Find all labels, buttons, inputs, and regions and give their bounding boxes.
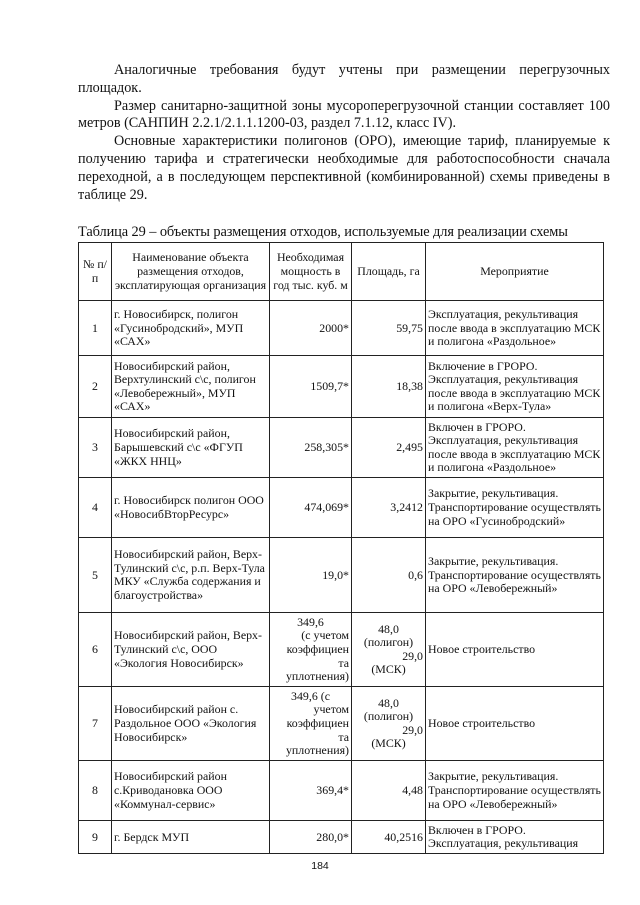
capacity-line: та — [338, 655, 349, 670]
capacity-line: 349,6 (с — [291, 688, 330, 703]
row-capacity: 19,0* — [270, 538, 352, 613]
row-measure: Новое строительство — [426, 687, 604, 761]
row-measure: Включен в ГРОРО. Эксплуатация, рекультивация — [426, 821, 604, 854]
row-num: 5 — [79, 538, 112, 613]
waste-facilities-table — [78, 242, 604, 854]
table-row — [79, 821, 604, 854]
row-measure: Закрытие, рекультивация. Транспортирование осуществлять на ОРО «Левобережный» — [426, 761, 604, 821]
capacity-line: (с учетом — [301, 628, 349, 643]
row-capacity: 280,0* — [270, 821, 352, 854]
row-area: 2,495 — [352, 418, 426, 478]
row-name: г. Новосибирск, полигон «Гусинобродский», МУП «САХ» — [112, 301, 270, 356]
row-name: Новосибирский район, Верхтулинский с\с, полигон «Левобережный», МУП «САХ» — [112, 356, 270, 418]
header-num: № п/п — [79, 243, 112, 301]
area-line: 29,0 — [402, 648, 423, 663]
capacity-line: уплотнения) — [285, 669, 349, 684]
table-caption: Таблица 29 – объекты размещения отходов, используемые для реализации схемы — [78, 224, 568, 241]
row-measure: Эксплуатация, рекультивация после ввода в эксплуатацию МСК и полигона «Раздольное» — [426, 301, 604, 356]
row-area: 40,2516 — [352, 821, 426, 854]
row-area: 0,6 — [352, 538, 426, 613]
row-area — [352, 687, 426, 761]
header-measure: Мероприятие — [426, 243, 604, 301]
row-area — [352, 613, 426, 687]
row-num: 4 — [79, 478, 112, 538]
capacity-line: учетом — [313, 702, 349, 717]
area-line: 29,0 — [402, 722, 423, 737]
table-row — [79, 613, 604, 687]
row-measure: Закрытие, рекультивация. Транспортирование осуществлять на ОРО «Левобережный» — [426, 538, 604, 613]
row-name: Новосибирский район, Верх-Тулинский с\с, ООО «Экология Новосибирск» — [112, 613, 270, 687]
paragraph-2: Размер санитарно-защитной зоны мусороперегрузочной станции составляет 100 метров (САНПИН 2.2.1/2.1.1.1200-03, раздел 7.1.12, класс IV). — [78, 97, 610, 132]
document-page — [78, 62, 610, 854]
table-header-row — [79, 243, 604, 301]
row-measure: Закрытие, рекультивация. Транспортирование осуществлять на ОРО «Гусинобродский» — [426, 478, 604, 538]
row-num: 1 — [79, 301, 112, 356]
header-area: Площадь, га — [352, 243, 426, 301]
row-area: 3,2412 — [352, 478, 426, 538]
table-row — [79, 538, 604, 613]
row-area: 59,75 — [352, 301, 426, 356]
table-row — [79, 356, 604, 418]
row-name: г. Новосибирск полигон ООО «НовосибВторРесурс» — [112, 478, 270, 538]
row-area: 4,48 — [352, 761, 426, 821]
area-line: (МСК) — [371, 736, 406, 751]
capacity-line: коэффициен — [286, 716, 349, 731]
table-row — [79, 761, 604, 821]
row-num: 6 — [79, 613, 112, 687]
page-number: 184 — [311, 860, 329, 872]
row-name: Новосибирский район, Верх-Тулинский с\с, р.п. Верх-Тула МКУ «Служба содержания и благоустройства» — [112, 538, 270, 613]
row-capacity: 258,305* — [270, 418, 352, 478]
row-measure: Включение в ГРОРО. Эксплуатация, рекультивация после ввода в эксплуатацию МСК и полигона «Верх-Тула» — [426, 356, 604, 418]
row-num: 8 — [79, 761, 112, 821]
capacity-line: уплотнения) — [285, 743, 349, 758]
row-area: 18,38 — [352, 356, 426, 418]
row-name: Новосибирский район с. Раздольное ООО «Экология Новосибирск» — [112, 687, 270, 761]
row-num: 9 — [79, 821, 112, 854]
row-capacity: 1509,7* — [270, 356, 352, 418]
row-name: Новосибирский район с.Криводановка ООО «Коммунал-сервис» — [112, 761, 270, 821]
row-capacity — [270, 687, 352, 761]
row-name: Новосибирский район, Барышевский с\с «ФГУП «ЖКХ ННЦ» — [112, 418, 270, 478]
area-line: 48,0 — [378, 695, 399, 710]
header-capacity: Необходимая мощность в год тыс. куб. м — [270, 243, 352, 301]
row-num: 7 — [79, 687, 112, 761]
capacity-line: та — [338, 729, 349, 744]
table-row — [79, 418, 604, 478]
table-row — [79, 301, 604, 356]
header-name: Наименование объекта размещения отходов, эксплатирующая организация — [112, 243, 270, 301]
row-capacity: 2000* — [270, 301, 352, 356]
paragraph-3: Основные характеристики полигонов (ОРО), имеющие тариф, планируемые к получению тарифа и стратегически необходимые для работоспособности сначала переходной, а в последующем перспективной (комбинированной) схемы приведены в таблице 29. — [78, 133, 610, 203]
row-capacity: 369,4* — [270, 761, 352, 821]
table-row — [79, 687, 604, 761]
row-num: 2 — [79, 356, 112, 418]
area-line: 48,0 — [378, 621, 399, 636]
table-row — [79, 478, 604, 538]
capacity-line: коэффициен — [286, 642, 349, 657]
row-capacity: 474,069* — [270, 478, 352, 538]
row-capacity — [270, 613, 352, 687]
area-line: (полигон) — [363, 635, 414, 650]
area-line: (МСК) — [371, 662, 406, 677]
capacity-line: 349,6 — [297, 614, 324, 629]
area-line: (полигон) — [363, 709, 414, 724]
row-measure: Новое строительство — [426, 613, 604, 687]
row-measure: Включен в ГРОРО. Эксплуатация, рекультивация после ввода в эксплуатацию МСК и полигона «Раздольное» — [426, 418, 604, 478]
row-name: г. Бердск МУП — [112, 821, 270, 854]
row-num: 3 — [79, 418, 112, 478]
paragraph-1: Аналогичные требования будут учтены при размещении перегрузочных площадок. — [78, 62, 610, 96]
